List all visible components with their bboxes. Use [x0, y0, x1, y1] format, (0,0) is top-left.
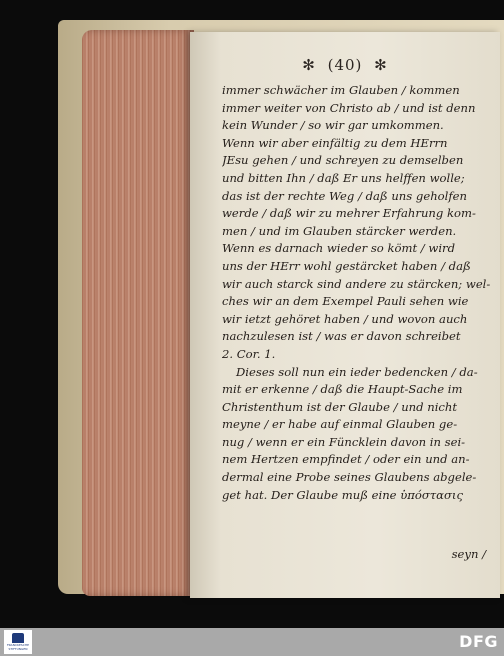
- institution-logo-label: FRANCKESCHE STIFTUNGEN: [6, 643, 30, 651]
- text-line: werde / daß wir zu mehrer Erfahrung kom-: [222, 206, 476, 221]
- text-line: Wenn wir aber einfältig zu dem HErrn: [222, 135, 448, 150]
- page-edges: [82, 30, 194, 596]
- text-line: kein Wunder / so wir gar umkommen.: [222, 118, 444, 133]
- page-number: (40): [327, 56, 363, 74]
- dfg-logo[interactable]: DFG: [459, 632, 498, 651]
- text-line: dermal eine Probe seines Glaubens abgele-: [222, 470, 477, 485]
- text-line: immer schwächer im Glauben / kommen: [222, 83, 460, 97]
- text-line: mit er erkenne / daß die Haupt-Sache im: [222, 382, 463, 397]
- text-line: JEsu gehen / und schreyen zu demselben: [222, 153, 464, 168]
- text-line: immer weiter von Christo ab / und ist denn: [222, 100, 476, 115]
- text-line: und bitten Ihn / daß Er uns helffen wolle;: [222, 170, 465, 185]
- text-line: Dieses soll nun ein ieder bedencken / da-: [236, 364, 478, 379]
- ornament-right-icon: ✻: [374, 56, 388, 74]
- text-line: 2. Cor. 1.: [222, 346, 276, 361]
- page-text: [222, 82, 492, 504]
- text-line: get hat. Der Glaube muß eine ὑπόστασις: [222, 487, 463, 502]
- text-line: men / und im Glauben stärcker werden.: [222, 223, 457, 238]
- footer-bar: [0, 628, 504, 656]
- catchword: seyn /: [451, 547, 486, 561]
- text-line: Wenn es darnach wieder so kömt / wird: [222, 241, 455, 256]
- text-line: nachzulesen ist / was er davon schreibet: [222, 329, 461, 344]
- text-line: nem Hertzen empfindet / oder ein und an-: [222, 452, 470, 467]
- text-line: nug / wenn er ein Füncklein davon in sei-: [222, 434, 466, 449]
- page-header: [190, 56, 500, 74]
- text-line: meyne / er habe auf einmal Glauben ge-: [222, 417, 458, 432]
- text-line: ches wir an dem Exempel Pauli sehen wie: [222, 294, 469, 309]
- text-line: wir auch starck sind andere zu stärcken; wel-: [222, 276, 491, 291]
- text-line: Christenthum ist der Glaube / und nicht: [222, 399, 458, 414]
- book-page: [190, 32, 500, 598]
- text-line: das ist der rechte Weg / daß uns geholfen: [222, 188, 467, 203]
- text-line: wir ietzt gehöret haben / und wovon auch: [222, 311, 468, 326]
- ornament-left-icon: ✻: [302, 56, 316, 74]
- building-icon: [12, 633, 24, 643]
- text-line: uns der HErr wohl gestärcket haben / daß: [222, 258, 471, 273]
- institution-logo[interactable]: [4, 630, 32, 654]
